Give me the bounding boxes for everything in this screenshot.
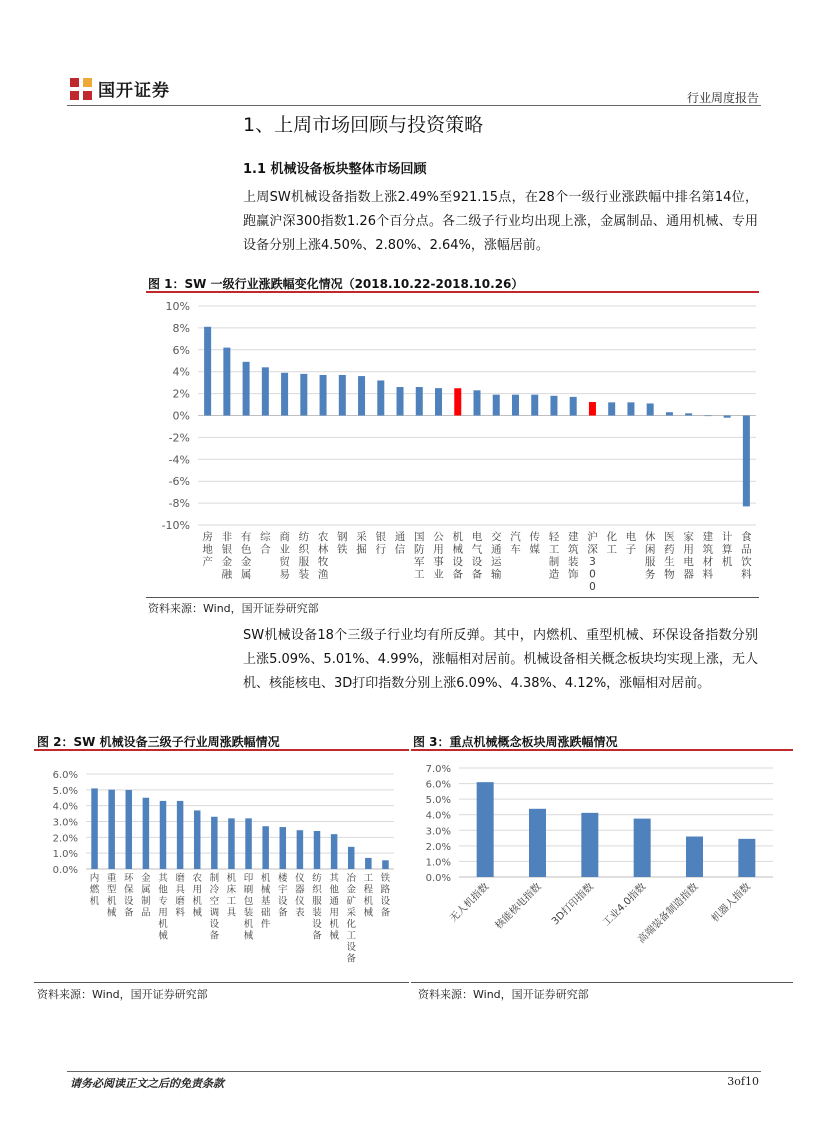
bar-银行 bbox=[377, 380, 384, 415]
bar-核能核电指数 bbox=[529, 809, 546, 877]
x-label-电子: 电子 bbox=[625, 531, 637, 556]
x-label-重型机械: 重型机械 bbox=[106, 873, 117, 919]
y-tick-label: 6.0% bbox=[52, 770, 78, 781]
y-tick-label: 2% bbox=[172, 387, 190, 401]
report-type: 行业周度报告 bbox=[686, 91, 759, 105]
bar-无人机指数 bbox=[477, 782, 494, 877]
bar-食品饮料 bbox=[743, 416, 750, 507]
y-tick-label: 1.0% bbox=[425, 857, 451, 869]
y-tick-label: 7.0% bbox=[425, 764, 451, 775]
x-label-轻工制造: 轻工制造 bbox=[548, 531, 560, 581]
x-label-休闲服务: 休闲服务 bbox=[644, 531, 656, 581]
x-label-食品饮料: 食品饮料 bbox=[741, 531, 752, 581]
x-label-钢铁: 钢铁 bbox=[337, 531, 348, 556]
x-label-农用机械: 农用机械 bbox=[192, 873, 202, 919]
y-tick-label: 1.0% bbox=[52, 849, 78, 861]
bar-印刷包装机械 bbox=[245, 818, 252, 869]
y-tick-label: 0.0% bbox=[425, 873, 451, 884]
figure3-bottom-rule bbox=[411, 982, 793, 983]
bar-公用事业 bbox=[435, 388, 442, 415]
bar-非银金融 bbox=[223, 348, 230, 416]
y-tick-label: 10% bbox=[165, 300, 190, 313]
bar-商业贸易 bbox=[281, 373, 288, 416]
disclaimer: 请务必阅读正文之后的免责条款 bbox=[70, 1077, 224, 1090]
x-label-汽车: 汽车 bbox=[510, 531, 521, 556]
x-label-电气设备: 电气设备 bbox=[471, 531, 483, 581]
bar-冶金矿采化工设备 bbox=[348, 847, 355, 869]
y-tick-label: 4.0% bbox=[52, 801, 78, 813]
y-tick-label: -2% bbox=[168, 431, 190, 445]
bar-铁路设备 bbox=[382, 860, 389, 869]
figure1-caption: 图 1：SW 一级行业涨跌幅变化情况（2018.10.22-2018.10.26） bbox=[148, 277, 524, 291]
y-tick-label: -10% bbox=[161, 519, 190, 532]
x-label-其他通用机械: 其他通用机械 bbox=[329, 873, 339, 942]
company-name: 国开证券 bbox=[98, 81, 170, 101]
y-tick-label: 5.0% bbox=[52, 785, 78, 797]
x-label-计算机: 计算机 bbox=[721, 531, 733, 568]
x-label-有色金属: 有色金属 bbox=[240, 531, 252, 581]
x-label-非银金融: 非银金融 bbox=[221, 531, 233, 581]
y-tick-label: 4.0% bbox=[425, 810, 451, 822]
x-label-其他专用机械: 其他专用机械 bbox=[158, 873, 168, 942]
bar-房地产 bbox=[204, 327, 211, 416]
x-label-环保设备: 环保设备 bbox=[124, 873, 134, 919]
x-label-机床工具: 机床工具 bbox=[226, 873, 237, 919]
bar-沪深300 bbox=[589, 402, 596, 415]
bar-通信 bbox=[397, 387, 404, 415]
bar-国防军工 bbox=[416, 387, 423, 415]
bar-采掘 bbox=[358, 376, 365, 415]
x-label-机械基础件: 机械基础件 bbox=[260, 873, 271, 930]
x-label-采掘: 采掘 bbox=[356, 531, 367, 556]
bar-金属制品 bbox=[143, 798, 150, 869]
section-subtitle: 1.1 机械设备板块整体市场回顾 bbox=[243, 162, 427, 177]
bar-其他通用机械 bbox=[331, 834, 338, 869]
figure1-chart bbox=[146, 293, 759, 595]
bar-制冷空调设备 bbox=[211, 817, 218, 869]
bar-机床工具 bbox=[228, 818, 235, 869]
bar-仪器仪表 bbox=[297, 830, 304, 869]
x-label-化工: 化工 bbox=[606, 531, 617, 556]
bar-农用机械 bbox=[194, 810, 201, 869]
x-label-沪深300: 沪深 3 0 0 bbox=[587, 531, 598, 593]
bar-交通运输 bbox=[493, 395, 500, 416]
x-label-农林牧渔: 农林牧渔 bbox=[317, 531, 329, 581]
figure1-bottom-rule bbox=[146, 597, 759, 598]
x-label-内燃机: 内燃机 bbox=[89, 873, 100, 907]
x-label-机器人指数: 机器人指数 bbox=[709, 881, 753, 925]
figure2-caption: 图 2：SW 机械设备三级子行业周涨跌幅情况 bbox=[37, 735, 280, 749]
x-label-金属制品: 金属制品 bbox=[141, 873, 151, 919]
x-label-纺织服装: 纺织服装 bbox=[298, 531, 310, 581]
bar-轻工制造 bbox=[550, 396, 557, 416]
y-tick-label: 0.0% bbox=[52, 865, 78, 876]
x-label-交通运输: 交通运输 bbox=[490, 531, 502, 581]
bar-机器人指数 bbox=[738, 839, 755, 877]
bar-内燃机 bbox=[91, 788, 98, 869]
figure2-bottom-rule bbox=[34, 982, 409, 983]
x-label-公用事业: 公用事业 bbox=[433, 531, 444, 581]
x-label-印刷包装机械: 印刷包装机械 bbox=[243, 873, 254, 942]
bar-磨具磨料 bbox=[177, 801, 184, 869]
x-label-机械设备: 机械设备 bbox=[452, 531, 464, 581]
y-tick-label: 8% bbox=[172, 321, 190, 335]
bar-有色金属 bbox=[243, 362, 250, 416]
x-label-磨具磨料: 磨具磨料 bbox=[175, 873, 185, 919]
bar-传媒 bbox=[531, 395, 538, 416]
x-label-制冷空调设备: 制冷空调设备 bbox=[209, 873, 220, 942]
logo-mark-icon bbox=[70, 78, 92, 100]
y-tick-label: 2.0% bbox=[425, 841, 451, 853]
bar-建筑材料 bbox=[704, 416, 711, 417]
x-label-纺织服装设备: 纺织服装设备 bbox=[312, 873, 322, 942]
x-label-高端装备制造指数: 高端装备制造指数 bbox=[636, 881, 701, 946]
figure3-top-rule bbox=[411, 749, 793, 751]
x-label-国防军工: 国防军工 bbox=[414, 531, 425, 581]
x-label-银行: 银行 bbox=[375, 531, 387, 556]
x-label-房地产: 房地产 bbox=[202, 531, 213, 568]
y-tick-label: 5.0% bbox=[425, 795, 451, 807]
bar-3D打印指数 bbox=[581, 813, 598, 877]
x-label-铁路设备: 铁路设备 bbox=[380, 873, 391, 919]
company-logo bbox=[70, 76, 170, 101]
y-tick-label: 6.0% bbox=[425, 779, 451, 791]
x-label-商业贸易: 商业贸易 bbox=[279, 531, 290, 581]
section-title: 1、上周市场回顾与投资策略 bbox=[243, 114, 484, 136]
y-tick-label: -4% bbox=[168, 453, 190, 467]
bar-环保设备 bbox=[126, 790, 132, 869]
x-label-工业4.0指数: 工业4.0指数 bbox=[600, 881, 649, 929]
bar-机械设备 bbox=[454, 388, 461, 415]
y-tick-label: 3.0% bbox=[52, 817, 78, 829]
y-tick-label: 0% bbox=[172, 409, 190, 423]
y-tick-label: -8% bbox=[168, 497, 190, 511]
bar-综合 bbox=[262, 367, 269, 415]
x-label-3D打印指数: 3D打印指数 bbox=[549, 881, 596, 928]
bar-纺织服装 bbox=[300, 374, 307, 416]
figure2-top-rule bbox=[34, 749, 409, 751]
bar-工程机械 bbox=[365, 858, 372, 869]
x-label-核能核电指数: 核能核电指数 bbox=[493, 881, 544, 932]
x-label-建筑材料: 建筑材料 bbox=[702, 531, 714, 581]
paragraph-subindustry: SW机械设备18个三级子行业均有所反弹。其中，内燃机、重型机械、环保设备指数分别上涨5.09%、5.01%、4.99%，涨幅相对居前。机械设备相关概念板块均实现上涨，无人机、核能核电、3D打印指数分别上涨6.09%、4.38%、4.12%，涨幅相对居前。 bbox=[243, 628, 758, 691]
y-tick-label: 4% bbox=[172, 365, 190, 379]
figure2-source: 资料来源：Wind，国开证券研究部 bbox=[37, 988, 208, 1001]
page-number: 3of10 bbox=[727, 1075, 759, 1088]
y-tick-label: -6% bbox=[168, 475, 190, 489]
x-label-无人机指数: 无人机指数 bbox=[448, 881, 492, 925]
bar-农林牧渔 bbox=[320, 375, 327, 416]
bar-重型机械 bbox=[108, 790, 115, 869]
x-label-家用电器: 家用电器 bbox=[683, 531, 694, 581]
bar-计算机 bbox=[724, 416, 731, 418]
bar-纺织服装设备 bbox=[314, 831, 321, 869]
bar-楼宇设备 bbox=[280, 827, 287, 869]
bar-汽车 bbox=[512, 395, 519, 416]
figure3-chart bbox=[411, 752, 793, 980]
bar-机械基础件 bbox=[262, 826, 269, 869]
x-label-楼宇设备: 楼宇设备 bbox=[278, 873, 288, 919]
bar-建筑装饰 bbox=[570, 397, 577, 416]
figure3-source: 资料来源：Wind，国开证券研究部 bbox=[418, 988, 589, 1001]
x-label-冶金矿采化工设备: 冶金矿采化工设备 bbox=[346, 873, 356, 965]
x-label-通信: 通信 bbox=[394, 531, 406, 556]
figure2-chart bbox=[34, 752, 409, 980]
bar-其他专用机械 bbox=[160, 801, 167, 869]
figure1-source: 资料来源：Wind，国开证券研究部 bbox=[148, 602, 319, 615]
footer-divider bbox=[67, 1071, 761, 1072]
x-label-综合: 综合 bbox=[260, 531, 271, 556]
bar-高端装备制造指数 bbox=[686, 837, 703, 877]
bar-电气设备 bbox=[474, 390, 481, 415]
bar-家用电器 bbox=[685, 413, 692, 415]
x-label-传媒: 传媒 bbox=[529, 531, 540, 556]
header-divider bbox=[67, 105, 761, 106]
y-tick-label: 3.0% bbox=[425, 826, 451, 838]
bar-医药生物 bbox=[666, 412, 673, 415]
bar-化工 bbox=[608, 402, 615, 415]
figure3-caption: 图 3：重点机械概念板块周涨跌幅情况 bbox=[413, 735, 618, 749]
paragraph-market-review: 上周SW机械设备指数上涨2.49%至921.15点，在28个一级行业涨跌幅中排名第14位，跑赢沪深300指数1.26个百分点。各二级子行业均出现上涨，金属制品、通用机械、专用设备分别上涨4.50%、2.80%、2.64%，涨幅居前。 bbox=[243, 190, 758, 253]
bar-钢铁 bbox=[339, 375, 346, 416]
y-tick-label: 2.0% bbox=[52, 833, 78, 845]
x-label-建筑装饰: 建筑装饰 bbox=[567, 531, 579, 581]
x-label-仪器仪表: 仪器仪表 bbox=[295, 873, 305, 919]
bar-电子 bbox=[627, 402, 634, 415]
x-label-工程机械: 工程机械 bbox=[363, 873, 374, 919]
bar-休闲服务 bbox=[647, 403, 654, 415]
bar-工业4.0指数 bbox=[634, 819, 651, 877]
y-tick-label: 6% bbox=[172, 343, 190, 357]
x-label-医药生物: 医药生物 bbox=[664, 531, 675, 581]
